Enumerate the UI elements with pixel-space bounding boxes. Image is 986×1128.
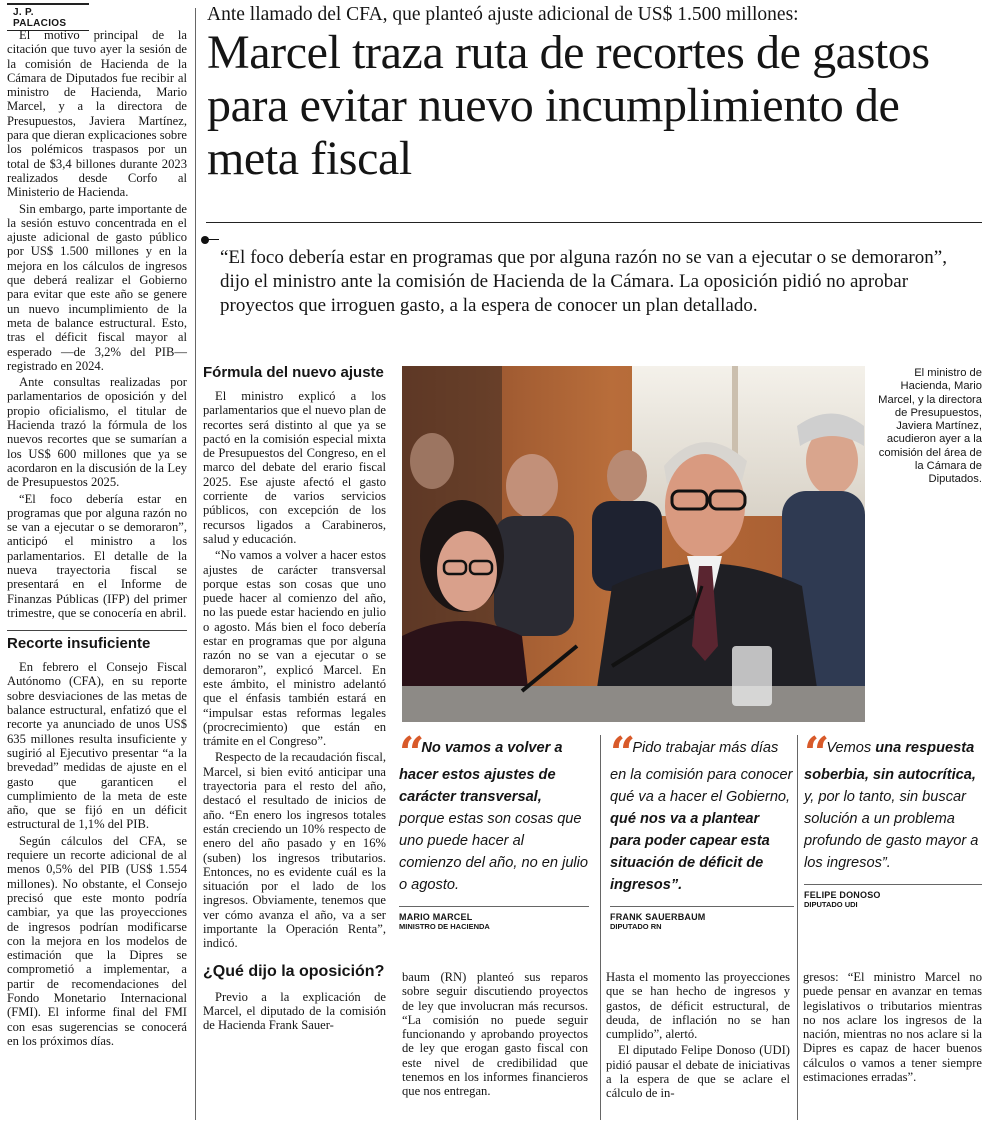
quote-bold: una respuesta soberbia, sin autocrítica, [804, 740, 976, 783]
column-3 [402, 970, 588, 1099]
photo-caption: El ministro de Hacienda, Mario Marcel, y la directora de Presupuestos, Javiera Martínez, acudieron ayer a la comisión del área de la Cámara de Diputados. [878, 367, 982, 486]
body-paragraph: Respecto de la recaudación fiscal, Marcel, si bien evitó anticipar una trayectoria para el resto del año, destacó el resultado de inicios de año. “En enero los ingresos totales están creciendo un 10% respecto de enero del año pasado y en 16% (suben) los ingresos tributarios. Entonces, no es evidente cuál es la situación por el lado de los ingresos. Obviamente, tenemos que ver cómo avanza el año, va a ser importante la Operación Renta”, indicó. [203, 750, 386, 951]
deck-bullet [201, 236, 209, 244]
column-1 [7, 28, 187, 1048]
quote-text: Vemos [826, 740, 876, 756]
quote-bold: qué nos va a plantear para poder capear esta situación de déficit de ingresos”. [610, 811, 770, 893]
pull-quote-marcel [399, 728, 589, 931]
body-paragraph: El motivo principal de la citación que tuvo ayer la sesión de la comisión de Hacienda de la Cámara de Diputados fue recibir al ministro de Hacienda, Mario Marcel, y a la directora de Presupuestos, Javiera Martínez, para que dieran explicaciones sobre los polémicos traspasos por un total de $3,4 billones durante 2023 realizados desde Corfo al Ministerio de Hacienda. [7, 28, 187, 200]
quote-mark-icon: “ [399, 728, 419, 779]
quote-rule [610, 906, 794, 907]
pull-quote-donoso [804, 728, 982, 909]
quote-author-role: DIPUTADO UDI [804, 900, 858, 909]
deck: “El foco debería estar en programas que por alguna razón no se van a ejecutar o se demoraron”, dijo el ministro ante la comisión de Hacienda de la Cámara. La oposición pidió no aprobar proyectos que irroguen gasto, a la espera de conocer un plan detallado. [220, 247, 947, 316]
quote-text: porque estas son cosas que uno puede hacer al comienzo del año, no en julio o agosto. [399, 811, 589, 893]
quote-text: Pido trabajar más días en la comisión para conocer qué va a hacer el Gobierno, [610, 740, 793, 805]
quote-text: y, por lo tanto, sin buscar solución a un problema profundo de gasto mayor a los ingresos”. [804, 789, 979, 871]
column-divider [600, 735, 601, 1120]
quote-author: FELIPE DONOSO [804, 890, 881, 900]
byline: J. P. PALACIOS [7, 3, 89, 31]
pull-quote-sauerbaum [610, 728, 794, 931]
quote-mark-icon: “ [804, 728, 824, 779]
quote-rule [804, 884, 982, 885]
headline-rule [206, 222, 982, 223]
photo-ministers [402, 366, 865, 722]
quote-bold: No vamos a volver a hacer estos ajustes de carácter transversal, [399, 740, 563, 805]
headline: Marcel traza ruta de recortes de gastos para evitar nuevo incumplimiento de meta fiscal [207, 26, 930, 185]
body-paragraph: gresos: “El ministro Marcel no puede pensar en avanzar en temas legislativos o tributarios mientras no nos aclare los ingresos de la nación, mientras no nos aclare si la Dipres es capaz de hacer buenos cálculos o vamos a tener siempre estimaciones erradas”. [803, 970, 982, 1085]
quote-mark-icon: “ [610, 728, 630, 779]
body-paragraph: El ministro explicó a los parlamentarios que el nuevo plan de recortes será distinto al que ya se pactó en la comisión especial mixta de Presupuestos del Congreso, en el marco del debate del erario fiscal 2025. Ese ajuste afectó el gasto corriente de varios servicios públicos, con excepción de los recursos ligados a Carabineros, salud y educación. [203, 389, 386, 546]
column-divider [797, 735, 798, 1120]
body-paragraph: Hasta el momento las proyecciones que se han hecho de ingresos y gastos, de déficit estructural, de deuda, de inflación no se han cumplido”, alertó. [606, 970, 790, 1042]
body-paragraph: “No vamos a volver a hacer estos ajustes de carácter transversal porque estas son cosas que uno puede hacer al comienzo del año, no las puede estar haciendo en julio o agosto. Más bien el foco debería estar en programas que por alguna razón no se van a ejecutar o se demoraron”, explicó Marcel. En este ámbito, el ministro adelantó que el énfasis también estará en “impulsar estas reformas legales (procrecimiento) que están en trámite en el Congreso”. [203, 548, 386, 749]
body-paragraph: Ante consultas realizadas por parlamentarios de oposición y del propio oficialismo, el titular de Hacienda trazó la fórmula de los nuevos recortes que se sumarían a los US$ 600 millones que ya se acordaron en la discusión de la Ley de Presupuestos 2025. [7, 375, 187, 490]
column-5 [803, 970, 982, 1084]
quote-author: MARIO MARCEL [399, 912, 473, 922]
body-paragraph: En febrero el Consejo Fiscal Autónomo (CFA), en su reporte sobre desviaciones de las metas de balance estructural, enfatizó que el recorte ya anunciado de unos US$ 635 millones resulta insuficiente y sugirió al Ejecutivo presentar “a la brevedad” medidas de ajuste en el gasto que garanticen el cumplimiento de la meta de este año, que se fijó en un déficit estructural de 1,1% del PIB. [7, 660, 187, 832]
body-paragraph: El diputado Felipe Donoso (UDI) pidió pausar el debate de iniciativas a la espera de que se aclare el cálculo de in- [606, 1043, 790, 1101]
quote-rule [399, 906, 589, 907]
body-paragraph: “El foco debería estar en programas que por alguna razón no se van a ejecutar o se demoraron”, anticipó el ministro a los parlamentarios. El detalle de la nueva trayectoria fiscal se presentará en el Informe de Finanzas Públicas (IFP) del primer trimestre, que se conocería en abril. [7, 491, 187, 620]
quote-author-role: DIPUTADO RN [610, 922, 662, 931]
quote-author-role: MINISTRO DE HACIENDA [399, 922, 490, 931]
body-paragraph: Sin embargo, parte importante de la sesión estuvo concentrada en el ajuste adicional de gasto público por US$ 1.500 millones y en la mejora en los cálculos de ingresos que deberá realizar el Gobierno para evitar que este año se genere un nuevo incumplimiento de la meta de balance estructural. Esto, tras el déficit fiscal mayor al esperado —de 3,2% del PIB— registrado en 2024. [7, 201, 187, 373]
column-4 [606, 970, 790, 1101]
subheading-oposicion: ¿Qué dijo la oposición? [203, 962, 385, 980]
column-divider [195, 8, 196, 1120]
subheading-formula: Fórmula del nuevo ajuste [203, 364, 384, 381]
body-paragraph: baum (RN) planteó sus reparos sobre seguir discutiendo proyectos de ley que involucran más recursos. “La comisión no puede seguir funcionando y aprobando proyectos de ley que erogan gasto fiscal con este nivel de credibilidad que tenemos en los informes financieros que nos entregan. [402, 970, 588, 1099]
body-paragraph: Previo a la explicación de Marcel, el diputado de la comisión de Hacienda Frank Sauer- [203, 989, 386, 1033]
kicker: Ante llamado del CFA, que planteó ajuste adicional de US$ 1.500 millones: [207, 4, 799, 25]
photo-illustration [402, 366, 865, 722]
subheading-recorte: Recorte insuficiente [7, 630, 187, 652]
column-2 [203, 364, 386, 1032]
body-paragraph: Según cálculos del CFA, se requiere un recorte adicional de al menos 0,5% del PIB (US$ 1.554 millones). No obstante, el Consejo precisó que este monto podría cambiar, ya que las proyecciones de ingresos podrían modificarse con la mejora en los modelos de estimación que la Dipres se comprometió a implementar, a partir de recomendaciones del Fondo Monetario Internacional (FMI). El informe final del FMI con esas sugerencias se conocerá en los próximos días. [7, 833, 187, 1048]
quote-author: FRANK SAUERBAUM [610, 912, 706, 922]
